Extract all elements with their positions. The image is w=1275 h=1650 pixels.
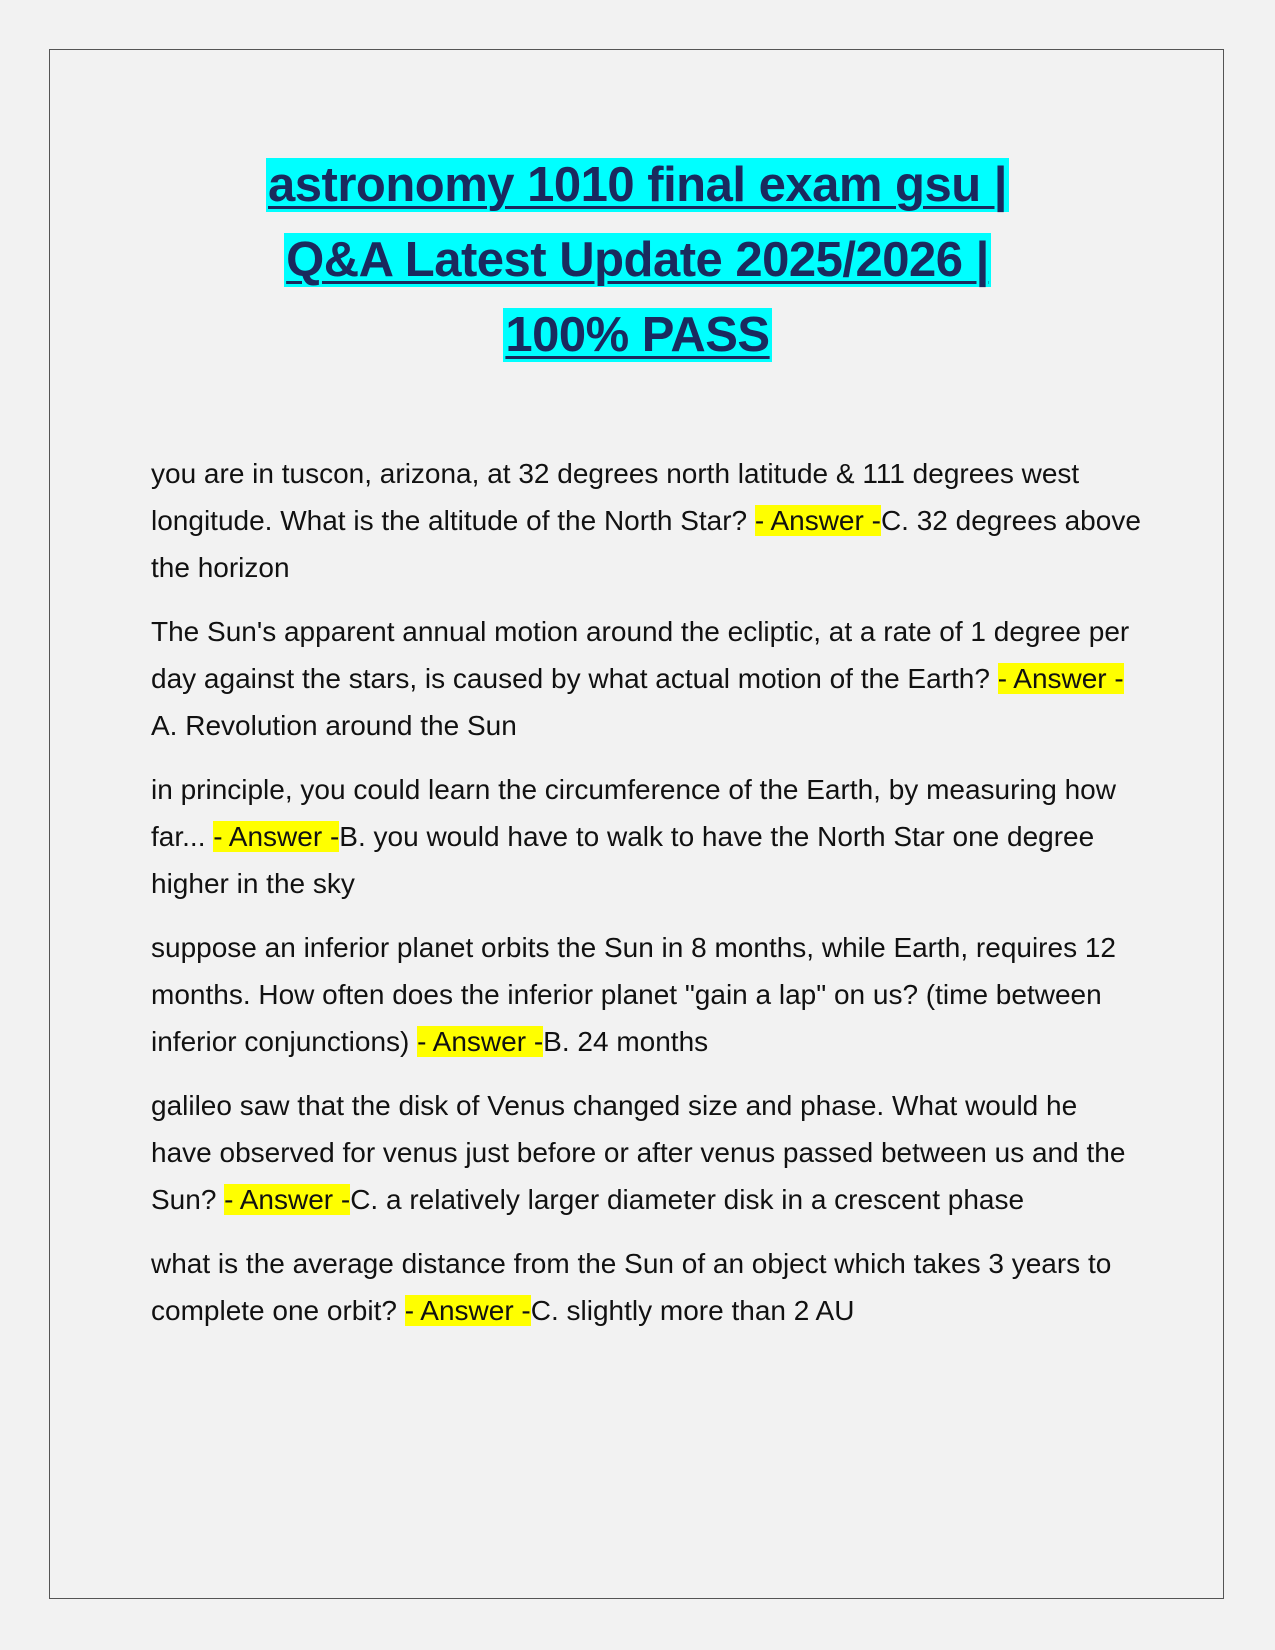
answer-text: A. Revolution around the Sun: [151, 710, 517, 741]
answer-marker: - Answer -: [213, 821, 340, 852]
answer-text: C. 32 degrees above the horizon: [151, 505, 1141, 583]
document-title: [100, 148, 1175, 373]
question-text: in principle, you could learn the circumference of the Earth, by measuring how far...: [151, 774, 1116, 852]
answer-text: B. you would have to walk to have the North Star one degree higher in the sky: [151, 821, 1095, 899]
title-line-1: astronomy 1010 final exam gsu |: [268, 158, 1007, 212]
qa-item: [151, 608, 1141, 749]
qa-item: [151, 766, 1141, 907]
answer-text: C. slightly more than 2 AU: [530, 1295, 855, 1326]
answer-marker: - Answer -: [754, 505, 881, 536]
question-text: galileo saw that the disk of Venus changed size and phase. What would he have observed for venus just before or after venus passed between us and the Sun?: [151, 1090, 1126, 1215]
title-line-3: 100% PASS: [505, 308, 770, 362]
qa-item: [151, 924, 1141, 1065]
qa-item: [151, 1082, 1141, 1223]
answer-marker: - Answer -: [997, 663, 1124, 694]
answer-text: B. 24 months: [543, 1026, 709, 1057]
qa-item: [151, 450, 1141, 591]
qa-list: [151, 450, 1141, 1351]
qa-item: [151, 1240, 1141, 1334]
question-text: you are in tuscon, arizona, at 32 degrees north latitude & 111 degrees west longitude. What is the altitude of the North Star?: [151, 458, 1080, 536]
question-text: The Sun's apparent annual motion around the ecliptic, at a rate of 1 degree per day against the stars, is caused by what actual motion of the Earth?: [151, 616, 1130, 694]
answer-marker: - Answer -: [404, 1295, 531, 1326]
title-line-2: Q&A Latest Update 2025/2026 |: [286, 233, 989, 287]
question-text: suppose an inferior planet orbits the Sun in 8 months, while Earth, requires 12 months. How often does the inferior planet "gain a lap" on us? (time between inferior conjunctions): [151, 932, 1117, 1057]
answer-text: C. a relatively larger diameter disk in a crescent phase: [350, 1184, 1025, 1215]
question-text: what is the average distance from the Sun of an object which takes 3 years to complete one orbit?: [151, 1248, 1112, 1326]
answer-marker: - Answer -: [224, 1184, 351, 1215]
answer-marker: - Answer -: [417, 1026, 544, 1057]
